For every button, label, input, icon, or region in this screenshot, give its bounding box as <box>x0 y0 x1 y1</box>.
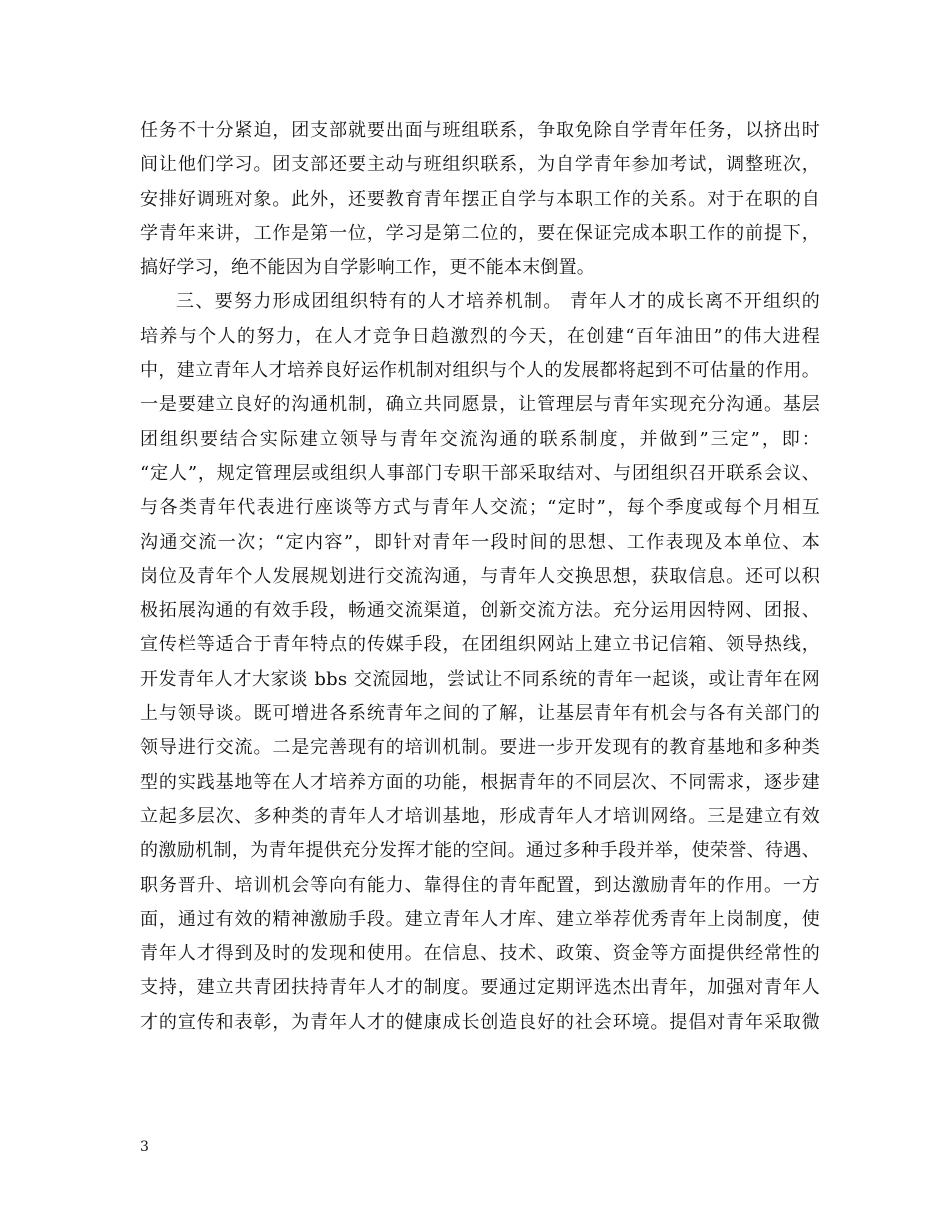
text-line: 培养与个人的努力，在人才竞争日趋激烈的今天，在创建“百年油田”的伟大进程 <box>140 325 820 347</box>
body-text <box>140 114 820 1040</box>
text-line: 领导进行交流。二是完善现有的培训机制。要进一步开发现有的教育基地和多种类 <box>140 737 820 759</box>
page-number: 3 <box>140 1139 149 1155</box>
text-line: 青年人才得到及时的发现和使用。在信息、技术、政策、资金等方面提供经常性的 <box>140 943 820 965</box>
text-line: 支持，建立共青团扶持青年人才的制度。要通过定期评选杰出青年，加强对青年人 <box>140 977 820 999</box>
text-line: 的激励机制，为青年提供充分发挥才能的空间。通过多种手段并举，使荣誉、待遇、 <box>140 840 820 862</box>
text-line: 岗位及青年个人发展规划进行交流沟通，与青年人交换思想，获取信息。还可以积 <box>140 565 820 587</box>
section-heading-line: 三、要努力形成团组织特有的人才培养机制。 青年人才的成长离不开组织的 <box>176 291 820 313</box>
text-line: 学青年来讲，工作是第一位，学习是第二位的，要在保证完成本职工作的前提下， <box>140 222 820 244</box>
text-line: 团组织要结合实际建立领导与青年交流沟通的联系制度，并做到”三定”，即： <box>140 428 820 450</box>
text-line: 沟通交流一次；“定内容”，即针对青年一段时间的思想、工作表现及本单位、本 <box>140 531 820 553</box>
text-line: 安排好调班对象。此外，还要教育青年摆正自学与本职工作的关系。对于在职的自 <box>140 188 820 210</box>
text-line: 与各类青年代表进行座谈等方式与青年人交流；“定时”，每个季度或每个月相互 <box>140 497 820 519</box>
text-line: 宣传栏等适合于青年特点的传媒手段，在团组织网站上建立书记信箱、领导热线， <box>140 634 820 656</box>
text-line: 一是要建立良好的沟通机制，确立共同愿景，让管理层与青年实现充分沟通。基层 <box>140 394 820 416</box>
text-line: 开发青年人才大家谈 bbs 交流园地，尝试让不同系统的青年一起谈，或让青年在网 <box>140 668 820 690</box>
text-line: 职务晋升、培训机会等向有能力、靠得住的青年配置，到达激励青年的作用。一方 <box>140 874 820 896</box>
text-line: 立起多层次、多种类的青年人才培训基地，形成青年人才培训网络。三是建立有效 <box>140 805 820 827</box>
text-line: 中，建立青年人才培养良好运作机制对组织与个人的发展都将起到不可估量的作用。 <box>140 360 820 382</box>
text-line: 面，通过有效的精神激励手段。建立青年人才库、建立举荐优秀青年上岗制度，使 <box>140 908 820 930</box>
text-line: 极拓展沟通的有效手段，畅通交流渠道，创新交流方法。充分运用因特网、团报、 <box>140 600 820 622</box>
text-line: 才的宣传和表彰，为青年人才的健康成长创造良好的社会环境。提倡对青年采取微 <box>140 1011 820 1033</box>
text-line: 间让他们学习。团支部还要主动与班组织联系，为自学青年参加考试，调整班次， <box>140 154 820 176</box>
text-line: 搞好学习，绝不能因为自学影响工作，更不能本末倒置。 <box>140 257 595 279</box>
text-line: “定人”，规定管理层或组织人事部门专职干部采取结对、与团组织召开联系会议、 <box>140 462 820 484</box>
text-line: 上与领导谈。既可增进各系统青年之间的了解，让基层青年有机会与各有关部门的 <box>140 703 820 725</box>
text-line: 任务不十分紧迫，团支部就要出面与班组联系，争取免除自学青年任务，以挤出时 <box>140 120 820 141</box>
text-line: 型的实践基地等在人才培养方面的功能，根据青年的不同层次、不同需求，逐步建 <box>140 771 820 793</box>
